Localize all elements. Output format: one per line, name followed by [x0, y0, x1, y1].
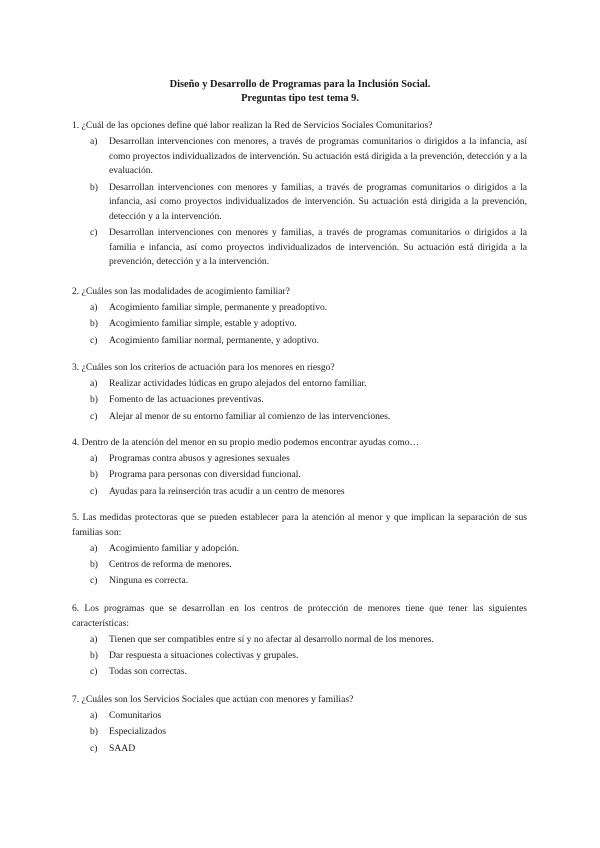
option-text: Ayudas para la reinserción tras acudir a un centro de menores	[109, 485, 345, 497]
option-text: Programa para personas con diversidad funcional.	[109, 469, 301, 481]
option-letter: b)	[90, 469, 98, 481]
option-text: Todas son correctas.	[109, 666, 187, 678]
option-text: Dar respuesta a situaciones colectivas y grupales.	[109, 649, 299, 661]
option-a	[72, 452, 527, 467]
option-a	[72, 135, 527, 179]
option-letter: b)	[90, 558, 98, 570]
option-c	[72, 665, 527, 680]
option-letter: a)	[90, 710, 98, 722]
option-b	[72, 317, 527, 332]
question-text: 5. Las medidas protectoras que se pueden establecer para la atención al menor y que implican la separación de sus familias son:	[72, 512, 527, 538]
option-c	[72, 742, 527, 757]
option-c	[72, 574, 527, 589]
option-letter: a)	[90, 633, 98, 645]
question-text: 3. ¿Cuáles son los criterios de actuación para los menores en riesgo?	[72, 362, 335, 373]
document-title: Diseño y Desarrollo de Programas para la Inclusión Social.	[169, 79, 431, 90]
option-text: Desarrollan intervenciones con menores, a través de programas comunitarios o dirigidos a la infancia, así como proyectos individualizados de intervención. Su actuación está dirigida a la prevención, detección y a la evaluación.	[109, 136, 527, 177]
option-c	[72, 334, 527, 349]
question-1	[72, 119, 527, 270]
option-c	[72, 410, 527, 425]
option-letter: c)	[90, 742, 98, 754]
option-text: Realizar actividades lúdicas en grupo alejados del entorno familiar.	[109, 378, 367, 390]
option-text: Desarrollan intervenciones con menores y familias, a través de programas comunitarios o dirigidos a la familia e infancia, así como proyectos individualizados de intervención. Su actuación está dirigida a la prevención, detección y a la intervención.	[109, 226, 527, 268]
option-letter: a)	[90, 302, 98, 314]
option-letter: b)	[90, 318, 98, 330]
option-text: Especializados	[109, 726, 167, 738]
option-letter: a)	[90, 136, 98, 148]
option-a	[72, 542, 527, 557]
option-b	[72, 649, 527, 664]
option-letter: a)	[90, 378, 98, 390]
option-letter: c)	[90, 575, 98, 587]
option-letter: b)	[90, 649, 98, 661]
option-b	[72, 725, 527, 740]
question-text: 1. ¿Cuál de las opciones define qué labor realizan la Red de Servicios Sociales Comunitarios?	[72, 120, 433, 131]
option-letter: c)	[90, 226, 98, 238]
question-text: 7. ¿Cuáles son los Servicios Sociales que actúan con menores y familias?	[72, 694, 354, 705]
option-text: Desarrollan intervenciones con menores y familias, a través de programas comunitarios o dirigidos a la infancia, así como proyectos individualizados de intervención. Su actuación está dirigida a la prevención, detección y a la intervención.	[109, 181, 527, 222]
option-letter: b)	[90, 394, 98, 406]
option-letter: a)	[90, 453, 98, 465]
question-3	[72, 361, 527, 424]
question-text: 2. ¿Cuáles son las modalidades de acogimiento familiar?	[72, 286, 290, 297]
option-text: Comunitarios	[109, 710, 162, 722]
option-b	[72, 181, 527, 225]
option-text: Centros de reforma de menores.	[109, 558, 232, 570]
option-letter: b)	[90, 726, 98, 738]
option-letter: c)	[90, 666, 98, 678]
option-text: Acogimiento familiar simple, permanente y preadoptivo.	[109, 302, 328, 314]
option-text: Ninguna es correcta.	[109, 575, 189, 587]
option-letter: a)	[90, 542, 98, 554]
option-c	[72, 485, 527, 500]
option-text: SAAD	[109, 742, 136, 754]
option-text: Fomento de las actuaciones preventivas.	[109, 394, 264, 406]
question-6	[72, 602, 527, 680]
option-letter: c)	[90, 410, 98, 422]
question-2	[72, 285, 527, 348]
option-letter: c)	[90, 485, 98, 497]
option-text: Acogimiento familiar y adopción.	[109, 542, 240, 554]
option-text: Acogimiento familiar simple, estable y adoptivo.	[109, 318, 297, 330]
option-a	[72, 377, 527, 392]
option-text: Tienen que ser compatibles entre sí y no afectar al desarrollo normal de los menores.	[109, 633, 434, 645]
question-text: 4. Dentro de la atención del menor en su propio medio podemos encontrar ayudas como…	[72, 437, 420, 448]
question-text: 6. Los programas que se desarrollan en los centros de protección de menores tiene que tener las siguientes características:	[72, 603, 527, 629]
option-b	[72, 558, 527, 573]
question-4	[72, 436, 527, 499]
option-text: Alejar al menor de su entorno familiar al comienzo de las intervenciones.	[109, 410, 391, 422]
option-text: Programas contra abusos y agresiones sexuales	[109, 453, 290, 465]
question-7	[72, 693, 527, 756]
option-b	[72, 393, 527, 408]
document-subtitle: Preguntas tipo test tema 9.	[241, 93, 359, 104]
option-letter: c)	[90, 334, 98, 346]
option-letter: b)	[90, 181, 98, 193]
option-b	[72, 468, 527, 483]
option-a	[72, 709, 527, 724]
option-a	[72, 301, 527, 316]
option-text: Acogimiento familiar normal, permanente, y adoptivo.	[109, 334, 319, 346]
question-5	[72, 511, 527, 589]
option-a	[72, 633, 527, 648]
option-c	[72, 226, 527, 270]
